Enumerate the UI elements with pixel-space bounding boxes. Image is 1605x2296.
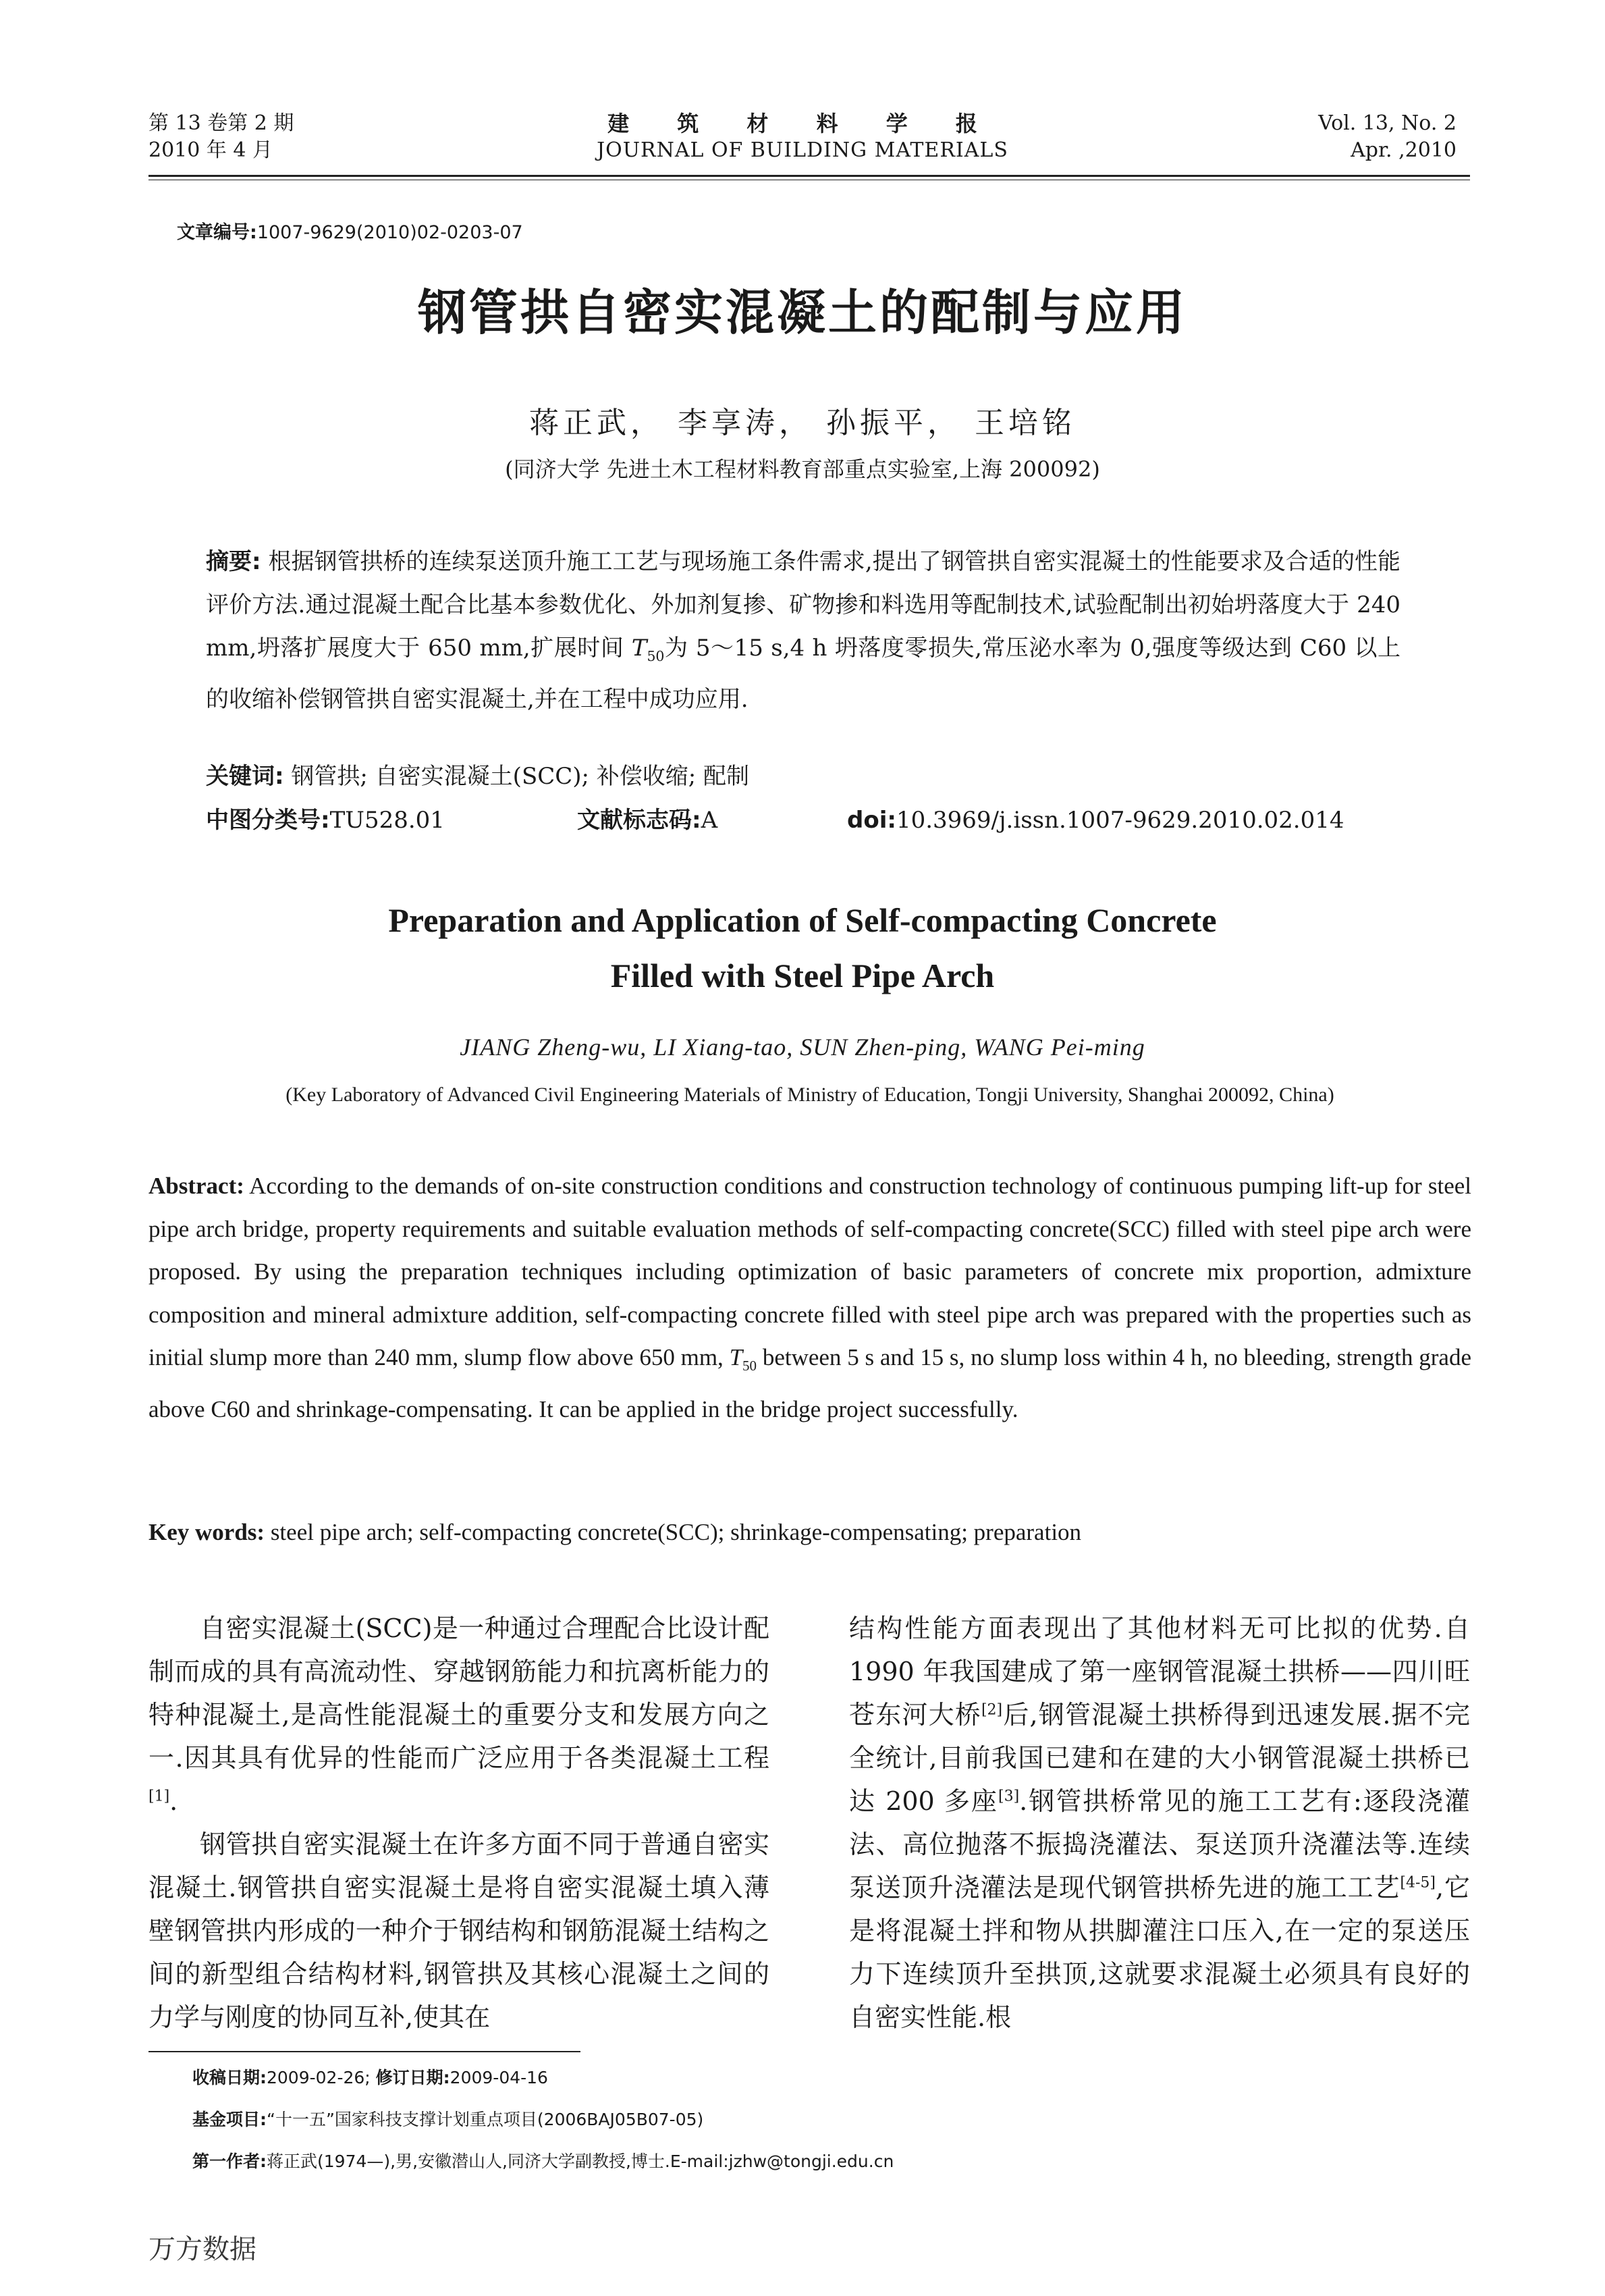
footnote-first-author	[192, 2150, 894, 2174]
journal-name-en: JOURNAL OF BUILDING MATERIALS	[597, 138, 1008, 162]
abstract-en-t-symbol: T	[729, 1344, 743, 1370]
volume-info-en	[1318, 110, 1457, 164]
doc-code-group	[577, 803, 847, 837]
classification-row	[206, 803, 1421, 837]
abstract-en-text-2: between 5 s and 15 s, no slump loss within 4 h, no bleeding, strength grade above C60 and shrinkage-compensating. It can be applied in the bridge project successfully.	[148, 1344, 1471, 1422]
fund-label: 基金项目:	[192, 2110, 267, 2129]
body-column-right	[849, 1607, 1470, 2039]
abstract-cn-t-sub: 50	[647, 647, 665, 664]
body-column-left	[148, 1607, 769, 2039]
abstract-en-text-1: According to the demands of on-site construction conditions and construction technology of continuous pumping lift-up for steel pipe arch bridge, property requirements and suitable evaluation methods of self-compacting concrete(SCC) filled with steel pipe arch were proposed. By using the preparation techniques including optimization of basic parameters of concrete mix proportion, admixture composition and mineral admixture addition, self-compacting concrete filled with steel pipe arch was prepared with the properties such as initial slump more than 240 mm, slump flow above 650 mm,	[148, 1173, 1471, 1370]
keywords-en-text: steel pipe arch; self-compacting concrete(SCC); shrinkage-compensating; preparation	[265, 1519, 1082, 1545]
body-paragraph	[849, 1607, 1470, 2039]
citation-ref: [2]	[981, 1701, 1003, 1719]
authors-en: JIANG Zheng-wu, LI Xiang-tao, SUN Zhen-ping, WANG Pei-ming	[460, 1034, 1145, 1061]
watermark: 万方数据	[148, 2234, 256, 2265]
keywords-cn	[206, 759, 1400, 793]
affiliation-en: (Key Laboratory of Advanced Civil Engineering Materials of Ministry of Education, Tongji University, Shanghai 200092, China)	[285, 1084, 1334, 1106]
clc-group	[206, 803, 577, 837]
body-text: 自密实混凝土(SCC)是一种通过合理配合比设计配制而成的具有高流动性、穿越钢筋能力和抗离析能力的特种混凝土,是高性能混凝土的重要分支和发展方向之一.因其具有优异的性能而广泛应用于各类混凝土工程	[148, 1613, 769, 1773]
citation-ref: [4-5]	[1400, 1874, 1436, 1892]
doc-code-label: 文献标志码:	[577, 807, 701, 834]
citation-ref: [1]	[148, 1788, 170, 1805]
issue-date-cn: 2010 年 4 月	[148, 138, 273, 162]
doc-code-value: A	[701, 807, 718, 834]
doi-group	[847, 803, 1344, 837]
issue-date-en: Apr. ,2010	[1351, 138, 1457, 162]
volume-issue-en: Vol. 13, No. 2	[1318, 111, 1457, 135]
body-text: .	[169, 1786, 178, 1816]
citation-ref: [3]	[998, 1788, 1020, 1805]
article-number	[177, 217, 523, 244]
received-label: 收稿日期:	[192, 2068, 267, 2087]
body-text: .钢管拱桥常见的施工工艺有:逐段浇灌法、高位抛落不振捣浇灌法、泵送顶升浇灌法等.连续泵送顶升浇灌法是现代钢管拱桥先进的施工工艺	[849, 1786, 1470, 1902]
body-text: 结构性能方面表现出了其他材料无可比拟的优势.自 1990 年我国建成了第一座钢管混凝土拱桥——四川旺苍东河大桥	[849, 1613, 1470, 1730]
title-en	[0, 892, 1605, 1003]
abstract-en-label: Abstract:	[148, 1173, 244, 1199]
abstract-en-t-sub: 50	[742, 1358, 757, 1374]
affiliation-cn: (同济大学 先进土木工程材料教育部重点实验室,上海 200092)	[505, 456, 1100, 482]
doi-value: 10.3969/j.issn.1007-9629.2010.02.014	[896, 807, 1344, 834]
received-value: 2009-02-26;	[267, 2068, 371, 2087]
body-text: 后,钢管混凝土拱桥得到迅速发展.据不完全统计,目前我国已建和在建的大小钢管混凝土拱桥已达 200 多座	[849, 1700, 1470, 1816]
title-cn: 钢管拱自密实混凝土的配制与应用	[417, 284, 1187, 341]
doi-label: doi:	[847, 807, 896, 834]
abstract-cn-t-symbol: T	[631, 635, 647, 662]
authors-cn: 蒋正武， 李享涛， 孙振平， 王培铭	[529, 406, 1076, 440]
first-author-value: 蒋正武(1974—),男,安徽潜山人,同济大学副教授,博士.E-mail:jzhw@tongji.edu.cn	[267, 2152, 894, 2171]
keywords-en	[148, 1516, 1471, 1549]
clc-value: TU528.01	[329, 807, 445, 834]
title-en-line-1: Preparation and Application of Self-compacting Concrete	[388, 901, 1217, 939]
abstract-cn-text-1: 根据钢管拱桥的连续泵送顶升施工工艺与现场施工条件需求,提出了钢管拱自密实混凝土的性能要求及合适的性能评价方法.通过混凝土配合比基本参数优化、外加剂复掺、矿物掺和料选用等配制技术,试验配制出初始坍落度大于 240 mm,坍落扩展度大于 650 mm,扩展时间	[206, 548, 1400, 662]
abstract-cn	[206, 540, 1400, 721]
first-author-label: 第一作者:	[192, 2152, 267, 2171]
article-number-label: 文章编号:	[177, 222, 257, 243]
footnote-received	[192, 2066, 548, 2090]
keywords-en-label: Key words:	[148, 1519, 265, 1545]
body-text: ,它是将混凝土拌和物从拱脚灌注口压入,在一定的泵送压力下连续顶升至拱顶,这就要求混凝土必须具有良好的自密实性能.根	[849, 1873, 1470, 2032]
keywords-cn-label: 关键词:	[206, 763, 284, 790]
title-en-line-2: Filled with Steel Pipe Arch	[610, 957, 995, 994]
volume-issue: 第 13 卷第 2 期	[148, 111, 294, 135]
abstract-en	[148, 1165, 1471, 1431]
fund-value: “十一五”国家科技支撑计划重点项目(2006BAJ05B07-05)	[267, 2110, 704, 2129]
keywords-cn-text: 钢管拱; 自密实混凝土(SCC); 补偿收缩; 配制	[283, 763, 750, 790]
abstract-cn-label: 摘要:	[206, 548, 261, 575]
abstract-cn-text-2: 为 5～15 s,4 h 坍落度零损失,常压泌水率为 0,强度等级达到 C60 以上的收缩补偿钢管拱自密实混凝土,并在工程中成功应用.	[206, 635, 1400, 713]
header-rule	[148, 175, 1470, 177]
footnote-rule	[148, 2051, 580, 2052]
revised-value: 2009-04-16	[450, 2068, 548, 2087]
journal-name-cn: 建 筑 材 料 学 报	[607, 111, 998, 136]
clc-label: 中图分类号:	[206, 807, 330, 834]
revised-label: 修订日期:	[375, 2068, 450, 2087]
body-paragraph: 钢管拱自密实混凝土在许多方面不同于普通自密实混凝土.钢管拱自密实混凝土是将自密实混凝土填入薄壁钢管拱内形成的一种介于钢结构和钢筋混凝土结构之间的新型组合结构材料,钢管拱及其核心混凝土之间的力学与刚度的协同互补,使其在	[148, 1830, 769, 2032]
article-number-value: 1007-9629(2010)02-0203-07	[256, 222, 523, 243]
footnote-fund	[192, 2108, 703, 2132]
body-paragraph	[148, 1607, 769, 1823]
